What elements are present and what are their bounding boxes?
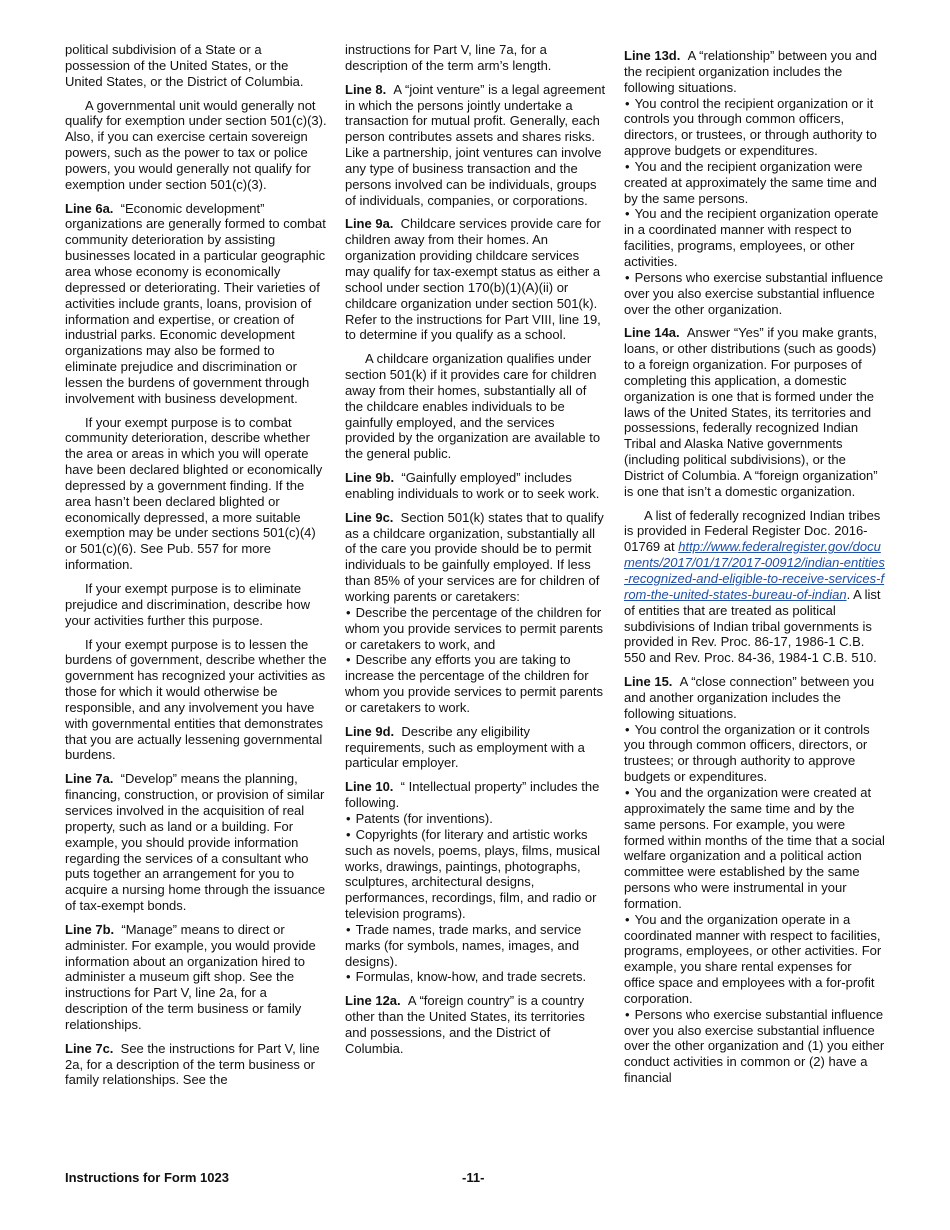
line-7a-text: “Develop” means the planning, financing, construction, or provision of similar services involved in the acquisition of real property, such as land or a building. For example, you should provide information regarding the services of a consultant who puts together an arrangement for you to acquire a nursing home through the issuance of tax-exempt bonds. (65, 771, 326, 914)
line-14a-text: Answer “Yes” if you make grants, loans, or other distributions (such as goods) to a foreign organization. For purposes of completing this application, a domestic organization is one that is formed under the laws of the United States, its territories and possessions, federally recognized Indian Tribal and Alaska Native governments (including political subdivisions), or the District of Columbia. A “foreign organization” is one that isn’t a domestic organization. (624, 325, 878, 499)
paragraph: If your exempt purpose is to eliminate prejudice and discrimination, describe how your activities further this purpose. (65, 581, 310, 628)
line-9a-heading: Line 9a. (345, 216, 394, 232)
line-7b-section (65, 922, 327, 1033)
line-13d-text: A “relationship” between you and the recipient organization includes the following situations. (624, 48, 877, 95)
line-8-section (345, 82, 607, 209)
list-item: • Describe the percentage of the children for whom you provide services to permit parents or caretakers to work, and (345, 605, 607, 653)
line-14a-heading: Line 14a. (624, 325, 680, 341)
federal-register-link[interactable]: http://www.federalregister.gov/documents/2017/01/17/2017-00912/indian-entities-recognized-and-eligible-to-receive-services-from-the-united-states-bureau-of-indian (624, 539, 885, 602)
paragraph: political subdivision of a State or a possession of the United States, or the United States, or the District of Columbia. (65, 42, 304, 89)
line-9a-text: Childcare services provide care for children away from their homes. An organization providing childcare services may qualify for tax-exempt status as either a school under section 170(b)(1)(A)(ii) or childcare organization under section 501(k). Refer to the instructions for Part VIII, line 19, to determine if you qualify as a school. (345, 216, 601, 343)
column-2 (345, 42, 607, 1065)
paragraph: instructions for Part V, line 7a, for a description of the term arm’s length. (345, 42, 552, 73)
list-item: • You and the recipient organization operate in a coordinated manner with respect to facilities, programs, employees, or other activities. (624, 206, 886, 269)
line-10-text: “ Intellectual property” includes the following. (345, 779, 600, 811)
line-6a-text: “Economic development” organizations are generally formed to combat community deterioration by assisting businesses located in a particular geographic area whose economy is economically depressed or deteriorating. Their varieties of activities include grants, loans, provision of information and expertise, or creation of industrial parks. Economic development organizations may also be formed to eliminate prejudice and discrimination or lessen the burdens of government through involvement with business development. (65, 200, 326, 406)
paragraph: If your exempt purpose is to combat community deterioration, describe whether the area or areas in which you will operate have been declared blighted or economically depressed by a government finding. If the area hasn’t been declared blighted or economically depressed, a more suitable exemption may be under sections 501(c)(4) or 501(c)(6). See Pub. 557 for more information. (65, 414, 323, 573)
line-10-section (345, 779, 607, 811)
line-9c-bullets (345, 605, 607, 716)
line-15-bullets (624, 722, 886, 1086)
paragraph: A childcare organization qualifies under section 501(k) if it provides care for children away from their homes, substantially all of the childcare enables individuals to be gainfully employed, and the services provided by the organization are available to the general public. (345, 351, 601, 462)
line-7b-heading: Line 7b. (65, 921, 115, 937)
list-item: • Describe any efforts you are taking to increase the percentage of the children for whom you provide services to permit parents or caretakers to work. (345, 652, 607, 715)
line-12a-text: A “foreign country” is a country other than the United States, its territories and possessions, and the District of Columbia. (345, 993, 585, 1056)
list-item: • Copyrights (for literary and artistic works such as novels, poems, plays, films, musical works, drawings, paintings, photographs, sculptures, architectural designs, performances, recordings, film, and radio or television programs). (345, 827, 607, 922)
paragraph-text: . A list of entities that are treated as political subdivisions of Indian tribal governments is provided in Rev. Proc. 86-17, 1986-1 C.B. 550 and Rev. Proc. 84-36, 1984-1 C.B. 510. (624, 586, 881, 666)
line-8-text: A “joint venture” is a legal agreement in which the persons jointly undertake a transaction for mutual profit. Generally, each person contributes assets and shares risks. Like a partnership, joint ventures can involve any type of business transaction and the persons involved can be individuals, groups of individuals, companies, or corporations. (345, 81, 606, 208)
column-1 (65, 42, 327, 1096)
list-item: • Persons who exercise substantial influence over you also exercise substantial influence over the other organization and (1) you either conduct activities in common or (2) have a financial (624, 1007, 886, 1086)
line-9b-section (345, 470, 607, 502)
line-13d-bullets (624, 96, 886, 318)
paragraph: A governmental unit would generally not qualify for exemption under section 501(c)(3). Also, if you can exercise certain sovereign powers, such as the power to tax or police powers, you would generally not qualify for exemption under section 501(c)(3). (65, 97, 327, 192)
line-6a-heading: Line 6a. (65, 200, 114, 216)
line-7c-section (65, 1041, 327, 1089)
line-10-bullets (345, 811, 607, 985)
line-7b-text: “Manage” means to direct or administer. For example, you would provide information about an organization hired to administer a museum gift shop. See the instructions for Part V, line 2a, for a description of the term business or family relationships. (65, 921, 316, 1032)
line-9d-text: Describe any eligibility requirements, such as employment with a particular employer. (345, 723, 585, 771)
list-item: • You control the organization or it controls you through common officers, directors, or trustees; or through authority to approve budgets or expenditures. (624, 722, 886, 785)
line-9b-text: “Gainfully employed” includes enabling individuals to work or to seek work. (345, 470, 600, 501)
line-12a-heading: Line 12a. (345, 993, 401, 1009)
page-number: -11- (462, 1170, 485, 1185)
column-3 (624, 48, 886, 1086)
line-12a-section (345, 993, 607, 1056)
line-13d-heading: Line 13d. (624, 48, 681, 63)
line-7c-text: See the instructions for Part V, line 2a, for a description of the term business or family relationships. See the (65, 1040, 320, 1088)
list-item: • Formulas, know-how, and trade secrets. (345, 969, 607, 985)
paragraph: If your exempt purpose is to lessen the burdens of government, describe whether the government has recognized your activities as those for which it would otherwise be responsible, and any involvement you have with governmental entities that demonstrates that you are actually lessening governmental burdens. (65, 636, 327, 763)
line-9d-section (345, 724, 607, 772)
list-item: • Trade names, trade marks, and service marks (for symbols, names, images, and designs). (345, 922, 607, 970)
line-7a-heading: Line 7a. (65, 771, 114, 787)
list-item: • You and the recipient organization were created at approximately the same time and by the same persons. (624, 159, 886, 207)
line-15-text: A “close connection” between you and another organization includes the following situations. (624, 674, 875, 721)
line-9c-text: Section 501(k) states that to qualify as a childcare organization, substantially all of the care you provide should be to permit individuals to be gainfully employed. If less than 85% of your services are for children of working parents or caretakers: (345, 509, 604, 604)
paragraph-text: A list of federally recognized Indian tribes is provided in Federal Register Doc. 2016-01769 at (624, 507, 881, 555)
line-14a-section (624, 325, 886, 499)
list-item: • Persons who exercise substantial influence over you also exercise substantial influence over the other organization. (624, 270, 886, 318)
paragraph (624, 508, 886, 666)
line-13d-section (624, 48, 886, 96)
line-9c-section (345, 510, 607, 605)
line-10-heading: Line 10. (345, 779, 394, 795)
line-8-heading: Line 8. (345, 81, 387, 97)
list-item: • You and the organization operate in a coordinated manner with respect to facilities, programs, employees, or other activities. For example, you share rental expenses for office space and employees with a for-profit corporation. (624, 912, 886, 1007)
line-9d-heading: Line 9d. (345, 723, 395, 739)
line-6a-section (65, 201, 327, 407)
line-9a-section (345, 216, 607, 343)
list-item: • Patents (for inventions). (345, 811, 607, 827)
line-7a-section (65, 771, 327, 914)
line-15-section (624, 674, 886, 722)
line-7c-heading: Line 7c. (65, 1040, 114, 1056)
list-item: • You control the recipient organization or it controls you through common officers, directors, or trustees, or through authority to approve budgets or expenditures. (624, 96, 886, 159)
line-9b-heading: Line 9b. (345, 470, 395, 486)
footer-title: Instructions for Form 1023 (65, 1170, 229, 1185)
line-15-heading: Line 15. (624, 674, 673, 690)
page-footer (65, 1170, 885, 1185)
line-9c-heading: Line 9c. (345, 509, 394, 525)
list-item: • You and the organization were created at approximately the same time and by the same persons. For example, you were formed within months of the time that a social welfare organization and a political action committee were established by the same persons who were instrumental in your formation. (624, 785, 886, 912)
